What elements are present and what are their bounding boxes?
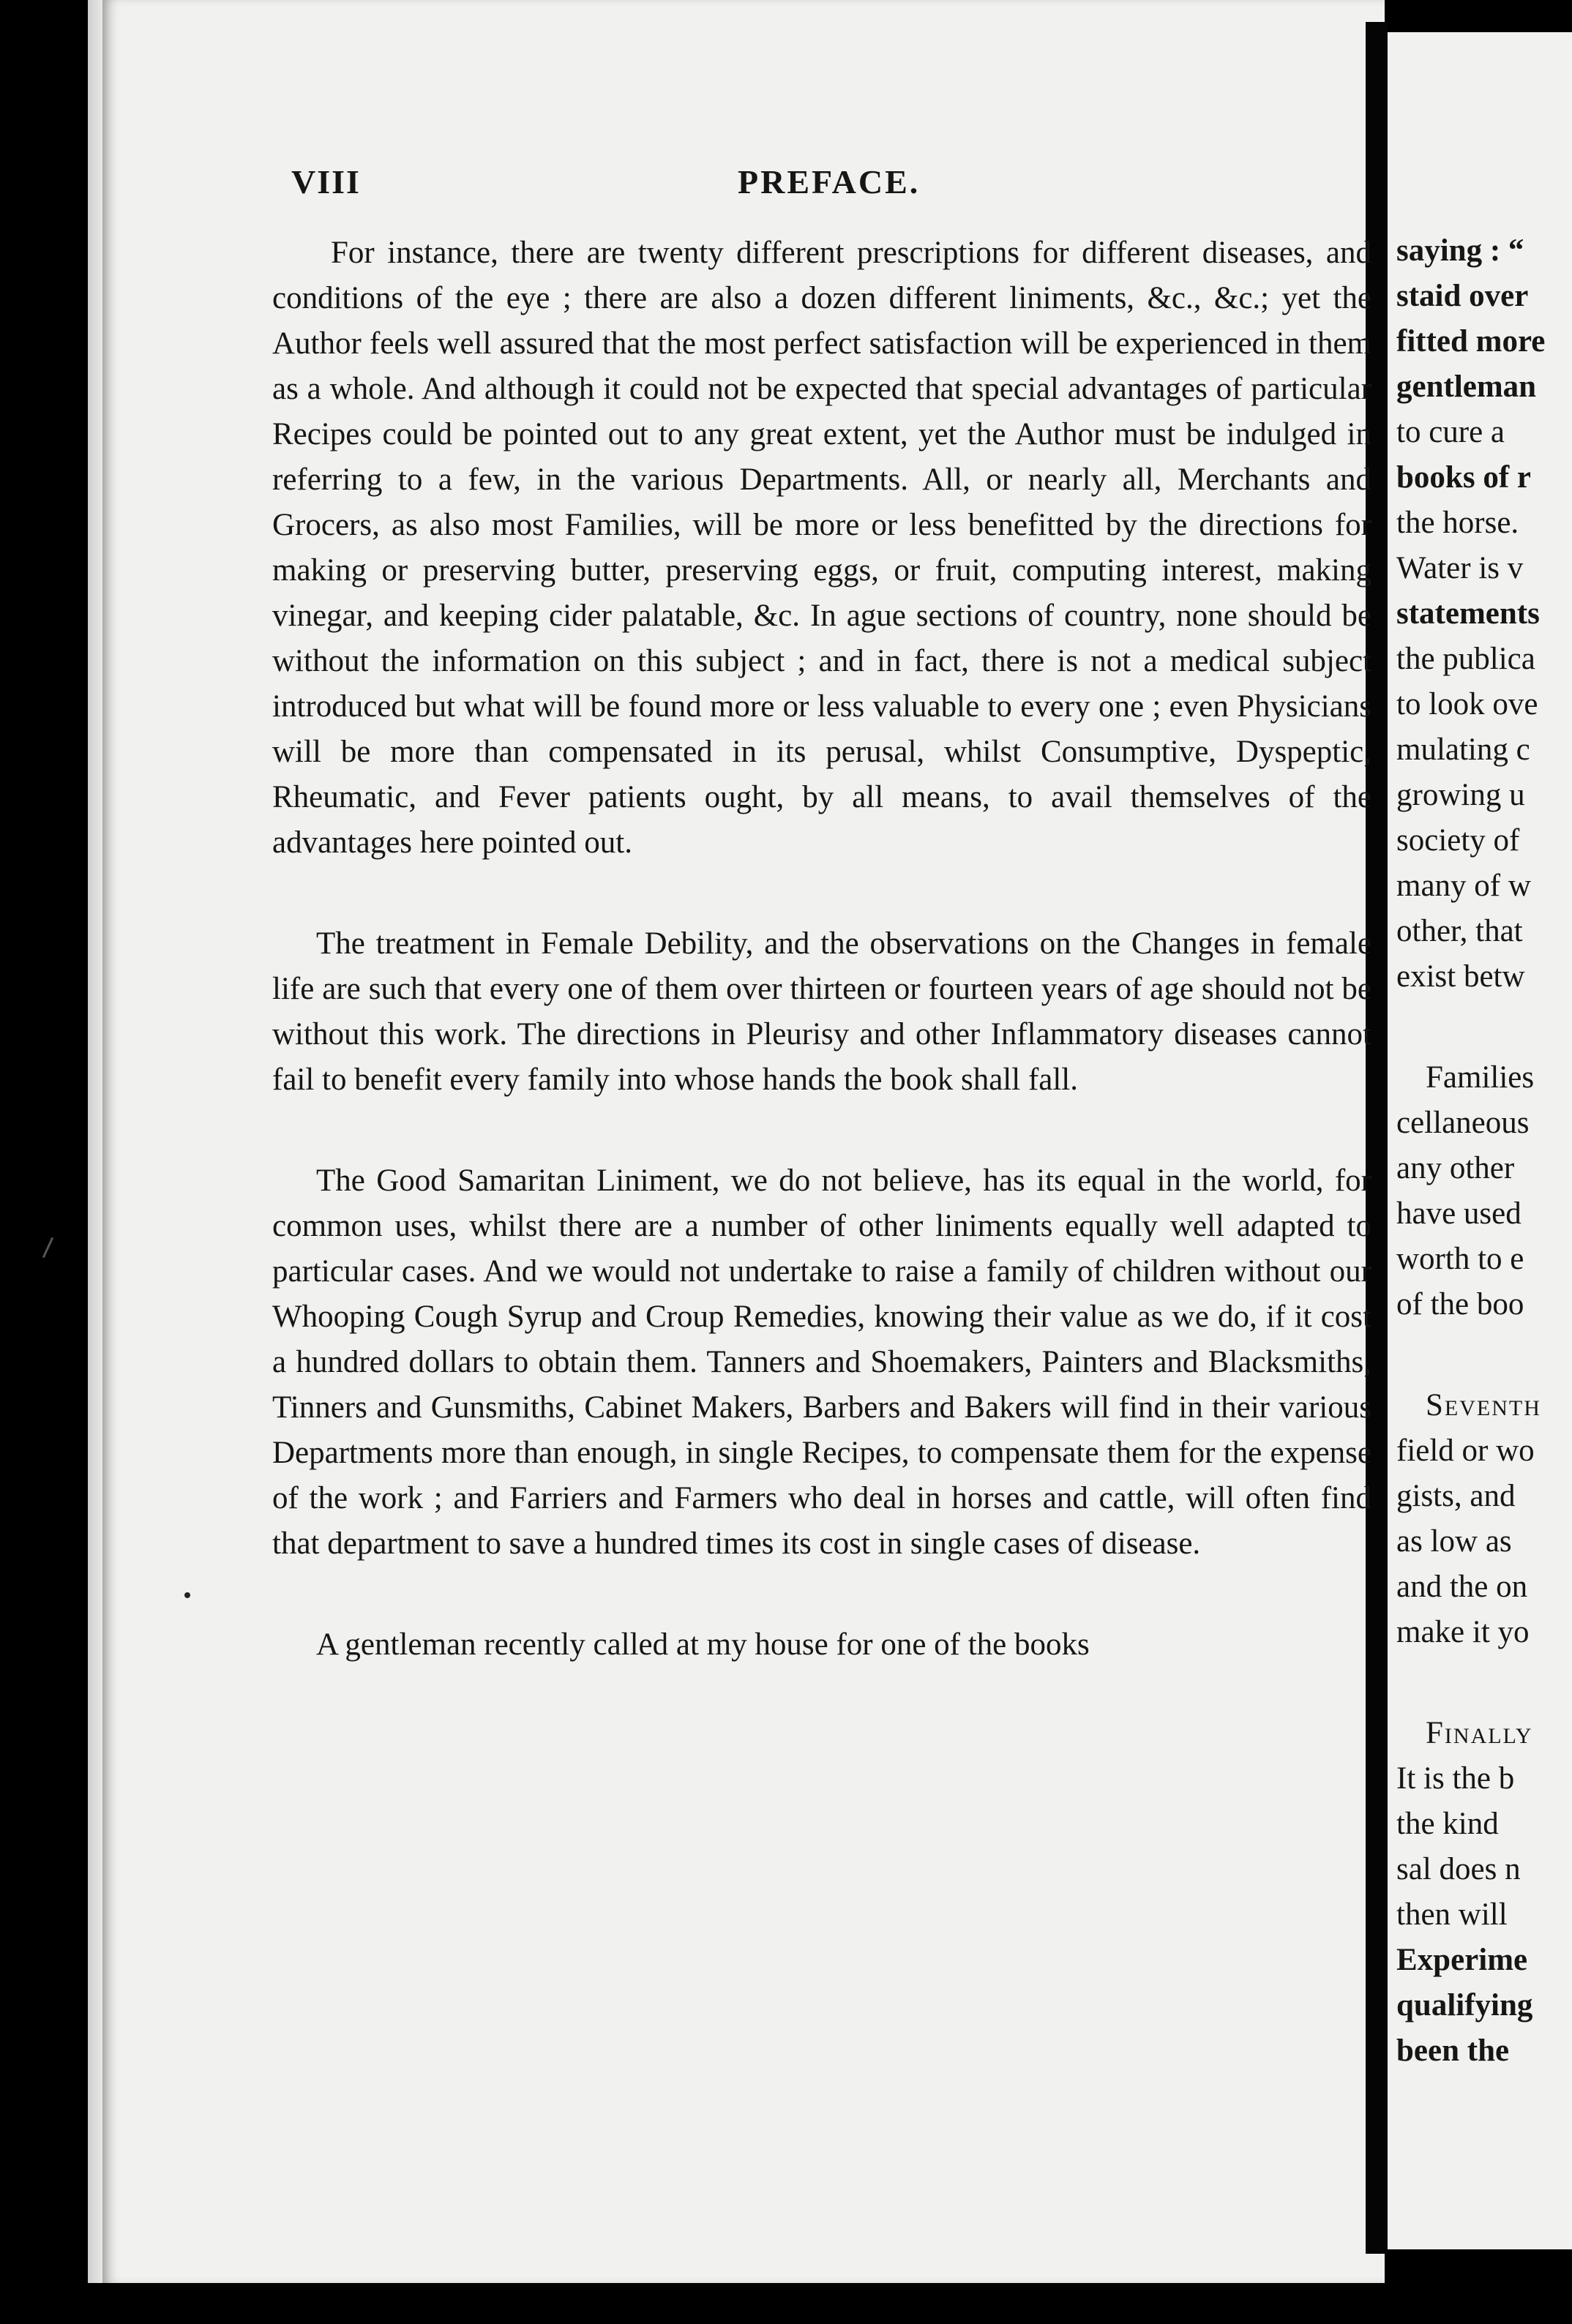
right-line: many of w — [1396, 869, 1531, 903]
right-line: of the boo — [1396, 1287, 1524, 1322]
right-line: then will — [1396, 1897, 1508, 1932]
right-line: to cure a — [1396, 415, 1505, 449]
right-line: the horse. — [1396, 506, 1519, 540]
right-line: sal does n — [1396, 1852, 1521, 1886]
right-page-text — [1396, 228, 1572, 2074]
right-line: growing u — [1396, 778, 1525, 812]
right-line: Seventh — [1426, 1388, 1541, 1422]
right-line: the publica — [1396, 642, 1535, 676]
page-header — [291, 154, 1374, 212]
paragraph-gentleman: A gentleman recently called at my house for one of the books — [316, 1627, 1090, 1662]
right-line: statements — [1396, 596, 1540, 631]
right-line: other, that — [1396, 914, 1523, 948]
page-number: VIII — [291, 163, 361, 200]
right-line: been the — [1396, 2034, 1510, 2068]
right-line: It is the b — [1396, 1761, 1515, 1796]
scan-mark — [42, 1237, 53, 1258]
right-page — [1388, 32, 1572, 2249]
right-line: Families — [1426, 1060, 1535, 1095]
right-line: the kind — [1396, 1807, 1499, 1841]
paragraph-prescriptions: For instance, there are twenty different prescriptions for different diseases, and conditions of the eye ; there are also a dozen different liniments, &c., &c.; yet the Author feels well assured that the most perfect satisfaction will be experienced in them as a whole. And although it could not be expected that special advantages of particular Recipes could be pointed out to any great extent, yet the Author must be indulged in referring to a few, in the various Departments. All, or nearly all, Merchants and Grocers, as also most Families, will be more or less benefitted by the directions for making or preserving butter, preserving eggs, or fruit, computing interest, making vinegar, and keeping cider palatable, &c. In ague sections of country, none should be without the information on this subject ; and in fact, there is not a medical subject introduced but what will be found more or less valuable to every one ; even Physicians will be more than compensated in its perusal, whilst Consumptive, Dyspeptic, Rheumatic, and Fever patients ought, by all means, to avail themselves of the advantages here pointed out. — [272, 236, 1371, 860]
right-line: and the on — [1396, 1570, 1528, 1604]
right-line: gentleman — [1396, 370, 1537, 404]
right-line: qualifying — [1396, 1988, 1533, 2023]
right-line: Experime — [1396, 1943, 1528, 1977]
right-line: make it yo — [1396, 1615, 1530, 1649]
right-line: mulating c — [1396, 732, 1530, 767]
right-line: Finally — [1426, 1716, 1533, 1750]
paragraph-female-debility: The treatment in Female Debility, and the observations on the Changes in female life are such that every one of them over thirteen or fourteen years of age should not be without this work. The directions in Pleurisy and other Inflammatory diseases cannot fail to benefit every family into whose hands the book shall fall. — [272, 926, 1371, 1097]
preface-body — [272, 230, 1371, 1668]
right-line: society of — [1396, 823, 1520, 858]
right-line: any other — [1396, 1151, 1515, 1185]
right-line: to look ove — [1396, 687, 1538, 721]
right-line: field or wo — [1396, 1433, 1535, 1468]
right-line: gists, and — [1396, 1479, 1516, 1513]
right-line: as low as — [1396, 1524, 1512, 1559]
right-line: books of r — [1396, 460, 1531, 495]
right-line: have used — [1396, 1196, 1522, 1231]
right-line: staid over — [1396, 279, 1529, 313]
right-line: saying : “ — [1396, 233, 1524, 268]
right-line: exist betw — [1396, 959, 1525, 994]
paragraph-samaritan-liniment: The Good Samaritan Liniment, we do not believe, has its equal in the world, for common uses, whilst there are a number of other liniments equally well adapted to particular cases. And we would not undertake to raise a family of children without our Whooping Cough Syrup and Croup Remedies, knowing their value as we do, if it cost a hundred dollars to obtain them. Tanners and Shoemakers, Painters and Blacksmiths, Tinners and Gunsmiths, Cabinet Makers, Barbers and Bakers will find in their various Departments more than enough, in single Recipes, to compensate them for the expense of the work ; and Farriers and Farmers who deal in horses and cattle, will often find that department to save a hundred times its cost in single cases of disease. — [272, 1163, 1371, 1561]
right-line: fitted more — [1396, 324, 1546, 359]
right-line: Water is v — [1396, 551, 1524, 585]
right-line: worth to e — [1396, 1242, 1524, 1276]
right-line: cellaneous — [1396, 1106, 1530, 1140]
running-title: PREFACE. — [738, 163, 921, 200]
scan-speck — [184, 1592, 190, 1598]
